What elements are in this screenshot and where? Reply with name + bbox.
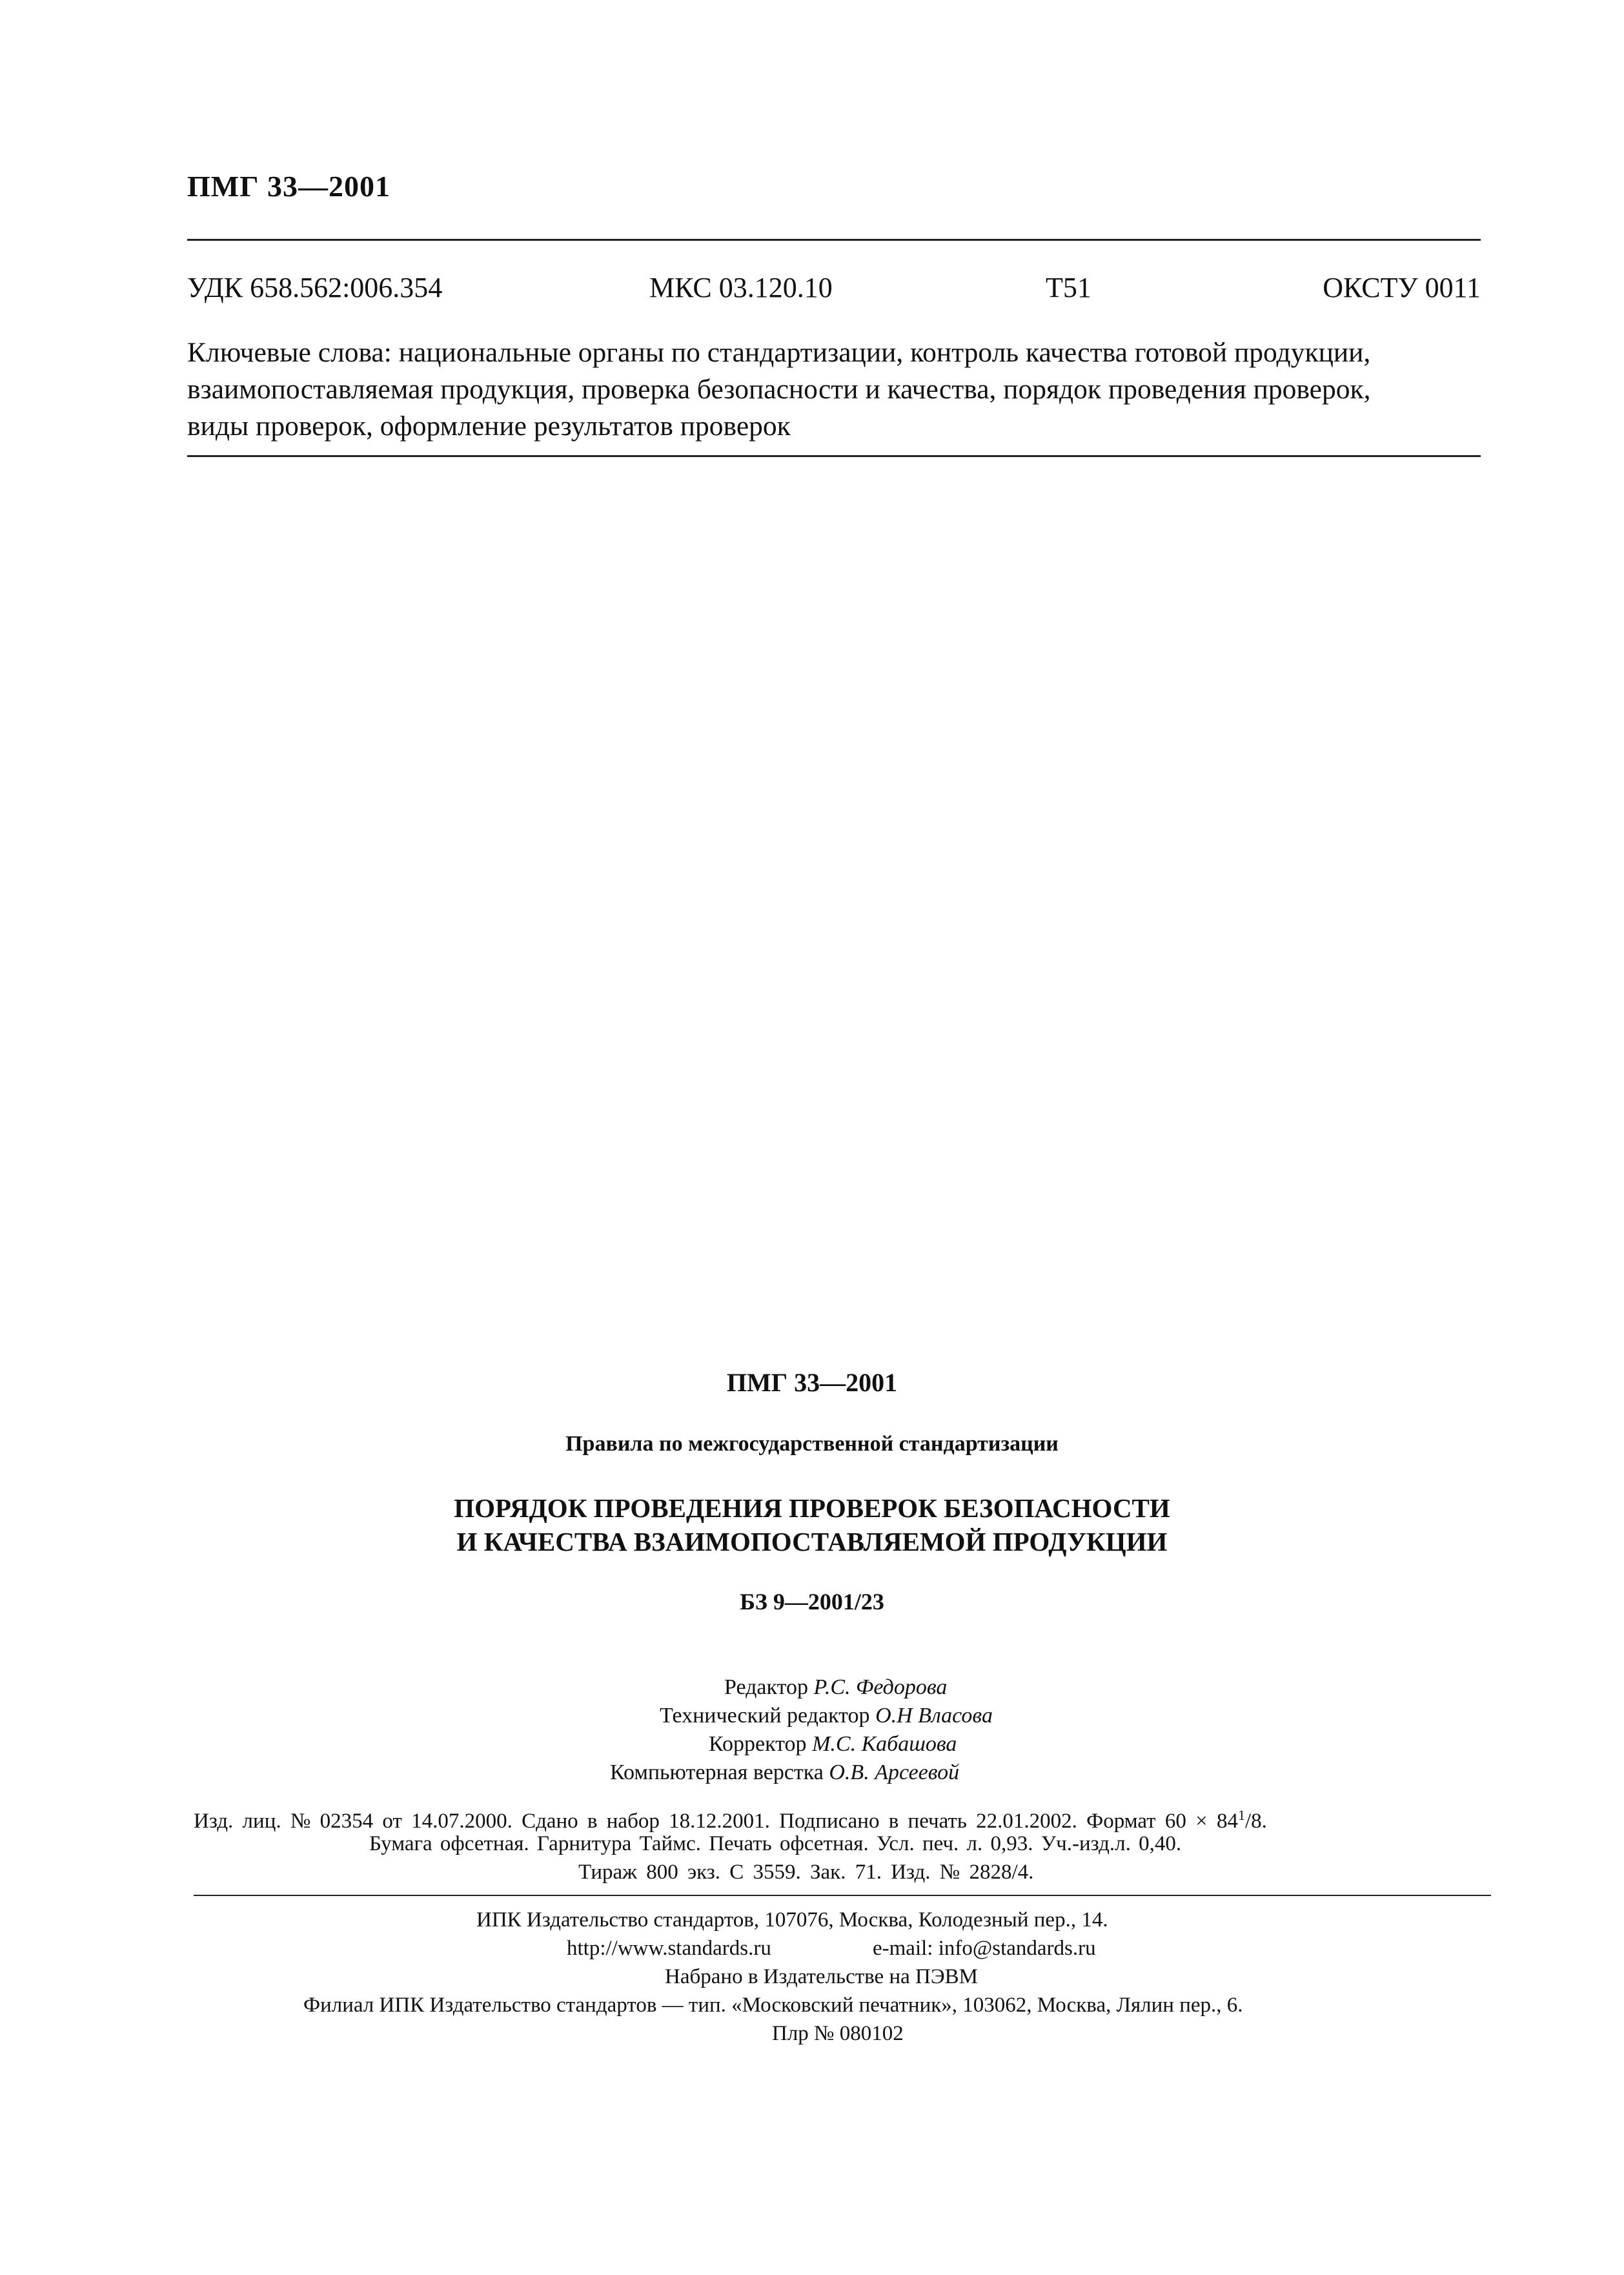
plr-number: Плр № 080102	[772, 2022, 904, 2045]
keywords-line: взаимопоставляемая продукция, проверка безопасности и качества, порядок проведения проверок,	[187, 374, 1371, 405]
printing-branch: Филиал ИПК Издательство стандартов — тип. «Московский печатник», 103062, Москва, Лялин пер., 6.	[303, 1994, 1243, 2017]
publisher-website: http://www.standards.ru	[567, 1937, 771, 1960]
keywords-line: Ключевые слова: национальные органы по стандартизации, контроль качества готовой продукции,	[187, 337, 1371, 368]
publication-line: Бумага офсетная. Гарнитура Таймс. Печать офсетная. Усл. печ. л. 0,93. Уч.-изд.л. 0,40.	[369, 1832, 1182, 1855]
publication-line: Изд. лиц. № 02354 от 14.07.2000. Сдано в набор 18.12.2001. Подписано в печать 22.01.2002. Формат $60 \times 84^1/8$.	[194, 1807, 1267, 1833]
imprint-title-line: ПОРЯДОК ПРОВЕДЕНИЯ ПРОВЕРОК БЕЗОПАСНОСТИ	[454, 1493, 1170, 1523]
imprint-document-code: ПМГ 33—2001	[726, 1368, 898, 1397]
t-code: Т51	[1046, 272, 1091, 303]
document-code: ПМГ 33—2001	[187, 170, 391, 203]
keywords-divider	[187, 455, 1481, 457]
top-divider	[187, 239, 1481, 241]
format-superscript: 1	[1237, 1807, 1245, 1823]
layout-role: Компьютерная верстка	[610, 1760, 824, 1784]
publisher-email: e-mail: info@standards.ru	[873, 1937, 1096, 1960]
keywords-line: виды проверок, оформление результатов проверок	[187, 411, 791, 442]
imprint-series: Правила по межгосударственной стандартизации	[565, 1432, 1059, 1456]
proofreader-line	[709, 1730, 957, 1759]
proofreader-role: Корректор	[709, 1732, 807, 1756]
publisher-address: ИПК Издательство стандартов, 107076, Москва, Колодезный пер., 14.	[476, 1908, 1108, 1932]
typeset-note: Набрано в Издательстве на ПЭВМ	[665, 1965, 978, 1988]
imprint-bz-number: БЗ 9—2001/23	[740, 1589, 884, 1615]
editor-line	[724, 1673, 947, 1702]
imprint-title-line: И КАЧЕСТВА ВЗАИМОПОСТАВЛЯЕМОЙ ПРОДУКЦИИ	[456, 1527, 1168, 1556]
mks-code: МКС 03.120.10	[649, 272, 833, 303]
keywords-block	[187, 334, 1481, 445]
layout-line	[610, 1759, 959, 1787]
publisher-divider	[194, 1895, 1491, 1896]
proofreader-name: М.С. Кабашова	[812, 1732, 957, 1756]
tech-editor-name: О.Н Власова	[875, 1704, 993, 1728]
okstu-code: ОКСТУ 0011	[1323, 272, 1481, 303]
publication-line: Тираж 800 экз. С 3559. Зак. 71. Изд. № 2828/4.	[578, 1861, 1034, 1884]
layout-name: О.В. Арсеевой	[829, 1760, 960, 1784]
tech-editor-role: Технический редактор	[660, 1704, 870, 1728]
imprint-title	[0, 1491, 1624, 1558]
udk-code: УДК 658.562:006.354	[187, 272, 443, 303]
editor-name: Р.С. Федорова	[813, 1675, 948, 1699]
tech-editor-line	[660, 1702, 993, 1730]
editor-role: Редактор	[724, 1675, 808, 1699]
